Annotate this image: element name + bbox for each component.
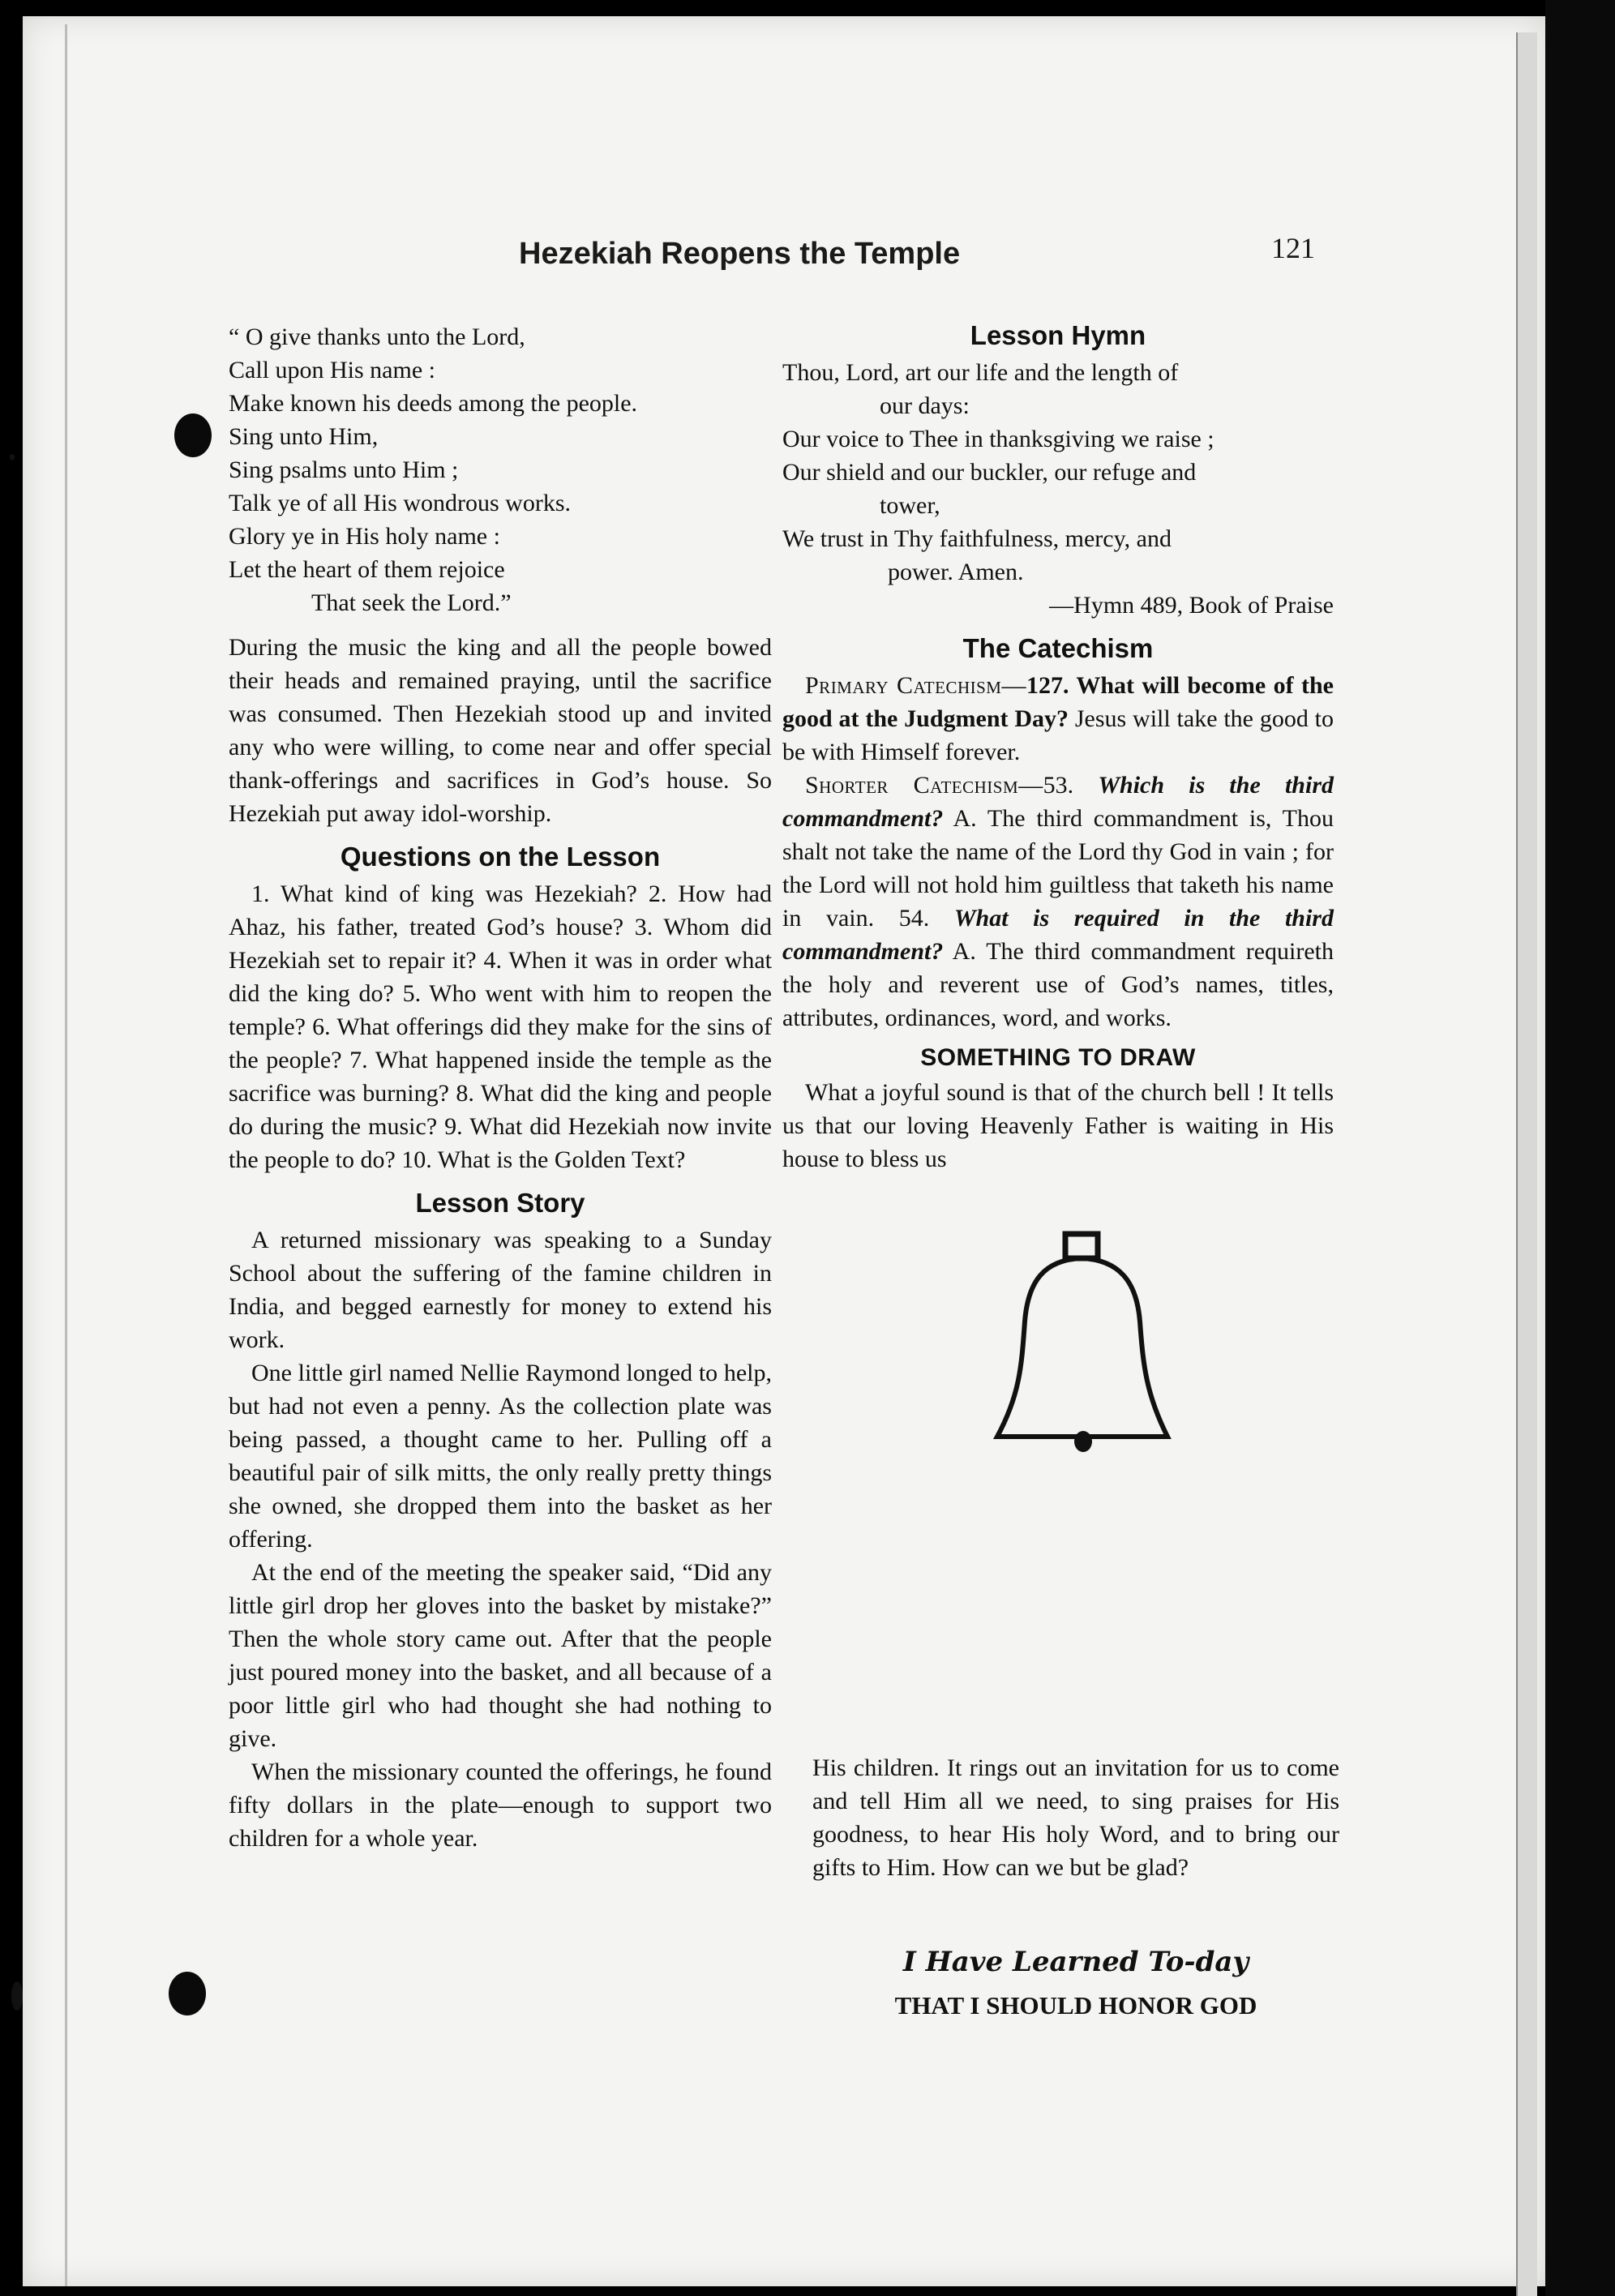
narrative-paragraph: During the music the king and all the people bowed their heads and remained praying, until the sacrifice was consumed. Then Hezekiah stood up and invited any who were willing, to come near and offer special thank-offerings and sacrifices in God’s house. So Hezekiah put away idol-worship. [229,634,772,827]
hymn-attribution: —Hymn 489, Book of Praise [1049,592,1334,619]
learned-statement: THAT I SHOULD HONOR GOD [894,1991,1257,2020]
shorter-catechism-question: What is required in the third commandment? [782,905,1334,965]
hymn-text [782,356,1334,622]
primary-catechism-question: 127. What will become of the good at the Judgment Day? [782,672,1334,732]
right-column [782,320,1334,1176]
hymn-line: Thou, Lord, art our life and the length of [782,359,1179,386]
poem-line: Sing psalms unto Him ; [229,456,459,483]
learned-title: I Have Learned To-day [902,1946,1249,1978]
primary-catechism-label: Primary Catechism— [805,672,1026,699]
poem-line: That seek the Lord.” [311,589,512,616]
page-number: 121 [1271,232,1315,264]
shorter-catechism-question: Which is the third commandment? [782,772,1334,832]
running-header: Hezekiah Reopens the Temple [519,237,961,271]
hymn-line: tower, [880,492,940,519]
scan-speck [10,454,15,460]
left-margin-line [65,24,67,2286]
poem-line: Glory ye in His holy name : [229,523,500,550]
questions-heading: Questions on the Lesson [340,842,661,872]
hymn-line: We trust in Thy faithfulness, mercy, and [782,525,1172,552]
shorter-catechism-answer: A. The third commandment requireth the holy and reverent use of God’s names, titles, attributes, ordinances, word, and works. [782,938,1334,1031]
draw-heading: SOMETHING TO DRAW [920,1044,1196,1071]
draw-intro: What a joyful sound is that of the church bell ! It tells us that our loving Heavenly Father is waiting in His house to bless us [782,1079,1334,1172]
poem-line: “ O give thanks unto the Lord, [229,323,525,350]
poem [229,320,772,619]
story-paragraph: When the missionary counted the offerings, he found fifty dollars in the plate—enough to support two children for a whole year. [229,1758,772,1852]
story-paragraph: At the end of the meeting the speaker said, “Did any little girl drop her gloves into the basket by mistake?” Then the whole story came out. After that the people just poured money into the basket, and all because of a poor little girl who had thought she had nothing to give. [229,1559,772,1752]
poem-line: Call upon His name : [229,357,435,383]
shorter-catechism-answer: A. The third commandment is, Thou shalt not take the name of the Lord thy God in vain ; for the Lord will not hold him guiltless that taketh his name in vain. 54. [782,805,1334,932]
shorter-catechism [782,769,1334,1034]
hymn-line: our days: [880,392,970,419]
poem-line: Make known his deeds among the people. [229,390,638,417]
story-paragraph: One little girl named Nellie Raymond longed to help, but had not even a penny. As the collection plate was being passed, a thought came to her. Pulling off a beautiful pair of silk mitts, the only really pretty things she owned, she dropped them into the basket as her offering. [229,1360,772,1553]
catechism-heading: The Catechism [962,633,1154,663]
right-page-edge [1516,32,1537,2296]
scan-speck [11,1981,23,2011]
poem-line: Let the heart of them rejoice [229,556,505,583]
hymn-line: power. Amen. [888,559,1024,585]
bell-drawing [987,1224,1182,1467]
shorter-catechism-label: Shorter Catechism— [805,772,1043,799]
questions-text: 1. What kind of king was Hezekiah? 2. How had Ahaz, his father, treated God’s house? 3. Whom did Hezekiah set to repair it? 4. When it was in order what did the king do? 5. Who went with him to reopen the temple? 6. What offerings did they make for the sins of the people? 7. What happened inside the temple as the sacrifice was burning? 8. What did the king and people do during the music? 9. What did Hezekiah now invite the people to do? 10. What is the Golden Text? [229,880,772,1173]
poem-line: Sing unto Him, [229,423,379,450]
punch-hole-bottom [169,1972,206,2015]
story-paragraph: A returned missionary was speaking to a Sunday School about the suffering of the famine children in India, and begged earnestly for money to extend his work. [229,1227,772,1353]
hymn-line: Our shield and our buckler, our refuge and [782,459,1197,486]
hymn-heading: Lesson Hymn [970,320,1146,350]
draw-continuation: His children. It rings out an invitation for us to come and tell Him all we need, to sing praises for His goodness, to hear His holy Word, and to bring our gifts to Him. How can we but be glad? [812,1754,1339,1881]
primary-catechism-answer: Jesus will take the good to be with Himself forever. [782,705,1334,765]
story-heading: Lesson Story [415,1188,585,1218]
primary-catechism [782,669,1334,769]
left-column [229,320,772,1855]
punch-hole-top [174,413,212,457]
hymn-line: Our voice to Thee in thanksgiving we raise ; [782,426,1214,452]
shorter-catechism-number: 53. [1043,772,1099,799]
scan-border [1545,0,1615,2296]
bell-icon [987,1224,1182,1467]
poem-line: Talk ye of all His wondrous works. [229,490,572,516]
